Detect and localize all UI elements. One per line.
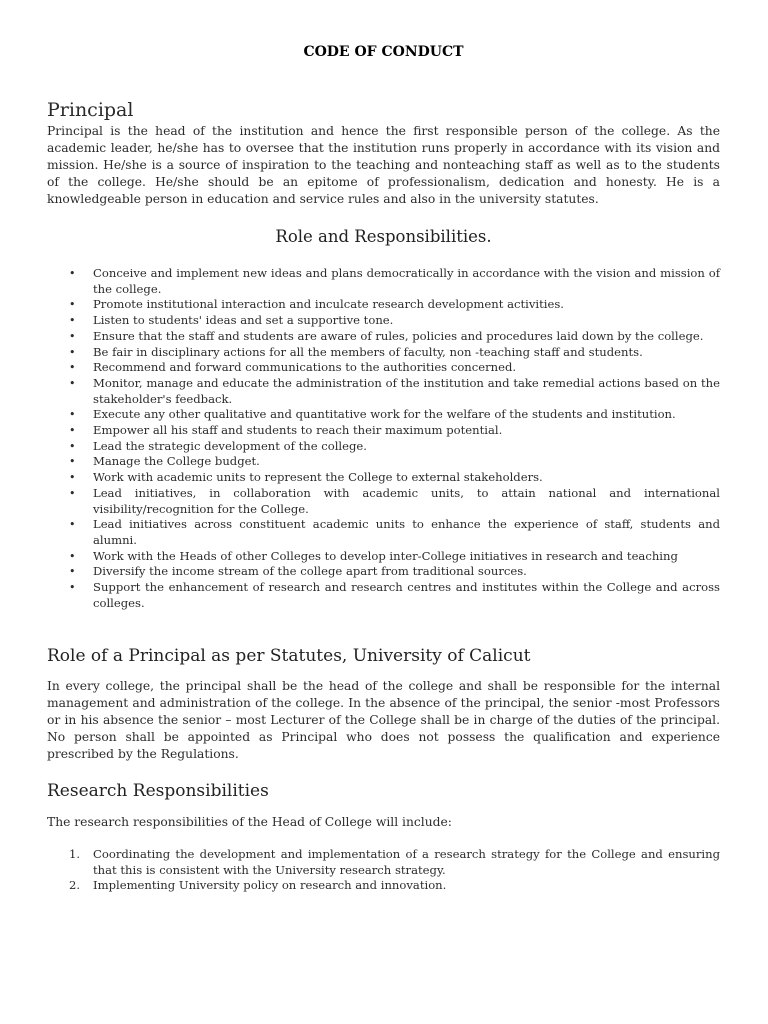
list-item [47,470,720,486]
list-item [47,486,720,517]
list-item-text: Recommend and forward communications to the authorities concerned. [93,360,517,375]
bullet-icon: • [69,298,76,312]
list-item-text: Work with the Heads of other Colleges to develop inter-College initiatives in research and teaching [93,548,678,563]
list-item-text: Empower all his staff and students to reach their maximum potential. [93,423,503,438]
bullet-icon: • [69,314,76,328]
list-item-text: Promote institutional interaction and inculcate research development activities. [93,297,564,312]
list-item [47,266,720,297]
list-item [47,454,720,470]
roles-heading: Role and Responsibilities. [275,227,492,246]
list-item-text: Implementing University policy on research and innovation. [93,878,447,893]
list-item-number: 1. [69,847,81,861]
list-item [47,360,720,376]
list-item-text: Lead initiatives, in collaboration with academic units, to attain national and international visibility/recognition for the College. [93,485,720,516]
document-title: CODE OF CONDUCT [303,44,464,60]
list-item [47,564,720,580]
list-item-number: 2. [69,878,81,893]
list-item-text: Work with academic units to represent the College to external stakeholders. [93,470,543,485]
list-item [47,878,720,894]
list-item [47,407,720,423]
bullet-icon: • [69,267,76,280]
bullet-icon: • [69,439,76,453]
list-item-text: Ensure that the staff and students are aware of rules, policies and procedures laid down by the college. [93,328,704,343]
statutes-heading: Role of a Principal as per Statutes, University of Calicut [47,646,531,666]
research-list [47,847,720,894]
list-item-text: Execute any other qualitative and quantitative work for the welfare of the students and institution. [93,407,676,422]
principal-paragraph: Principal is the head of the institution and hence the first responsible person of the college. As the academic leader, he/she has to oversee that the institution runs properly in accordance with its vision and mission. He/she is a source of inspiration to the teaching and nonteaching staff as well as to the students of the college. He/she should be an epitome of professionalism, dedication and honesty. He is a knowledgeable person in education and service rules and also in the university statutes. [47,124,720,206]
bullet-icon: • [69,581,76,595]
list-item-text: Be fair in disciplinary actions for all the members of faculty, non -teaching staff and students. [93,344,643,359]
bullet-icon: • [69,549,76,563]
list-item-text: Lead initiatives across constituent academic units to enhance the experience of staff, students and alumni. [93,517,720,547]
list-item [47,423,720,439]
list-item [47,439,720,455]
list-item [47,847,720,878]
list-item [47,376,720,407]
bullet-icon: • [69,455,76,469]
bullet-icon: • [69,486,76,500]
bullet-icon: • [69,361,76,375]
list-item [47,313,720,329]
bullet-icon: • [69,565,76,579]
bullet-icon: • [69,345,76,359]
principal-heading: Principal [47,99,134,121]
list-item-text: Monitor, manage and educate the administration of the institution and take remedial actions based on the stakeholder's feedback. [93,375,720,406]
list-item-text: Coordinating the development and implementation of a research strategy for the College and ensuring that this is consistent with the University research strategy. [93,847,720,877]
bullet-icon: • [69,518,76,532]
list-item [47,345,720,361]
bullet-icon: • [69,376,76,390]
bullet-icon: • [69,408,76,422]
research-intro: The research responsibilities of the Head of College will include: [47,815,452,829]
list-item-text: Manage the College budget. [93,454,260,469]
statutes-paragraph: In every college, the principal shall be the head of the college and shall be responsible for the internal management and administration of the college. In the absence of the principal, the senior -most Professors or in his absence the senior – most Lecturer of the College shall be in charge of the duties of the principal. No person shall be appointed as Principal who does not possess the qualification and experience prescribed by the Regulations. [47,679,720,761]
roles-list [47,266,720,611]
list-item-text: Listen to students' ideas and set a supportive tone. [93,313,394,328]
list-item [47,297,720,313]
bullet-icon: • [69,329,76,343]
bullet-icon: • [69,424,76,438]
list-item [47,517,720,548]
research-heading: Research Responsibilities [47,781,269,801]
list-item [47,549,720,565]
list-item-text: Support the enhancement of research and research centres and institutes within the College and across colleges. [93,580,720,610]
list-item-text: Conceive and implement new ideas and plans democratically in accordance with the vision and mission of the college. [93,266,720,296]
list-item [47,329,720,345]
list-item-text: Diversify the income stream of the college apart from traditional sources. [93,564,527,579]
bullet-icon: • [69,471,76,485]
list-item-text: Lead the strategic development of the college. [93,438,367,453]
list-item [47,580,720,611]
